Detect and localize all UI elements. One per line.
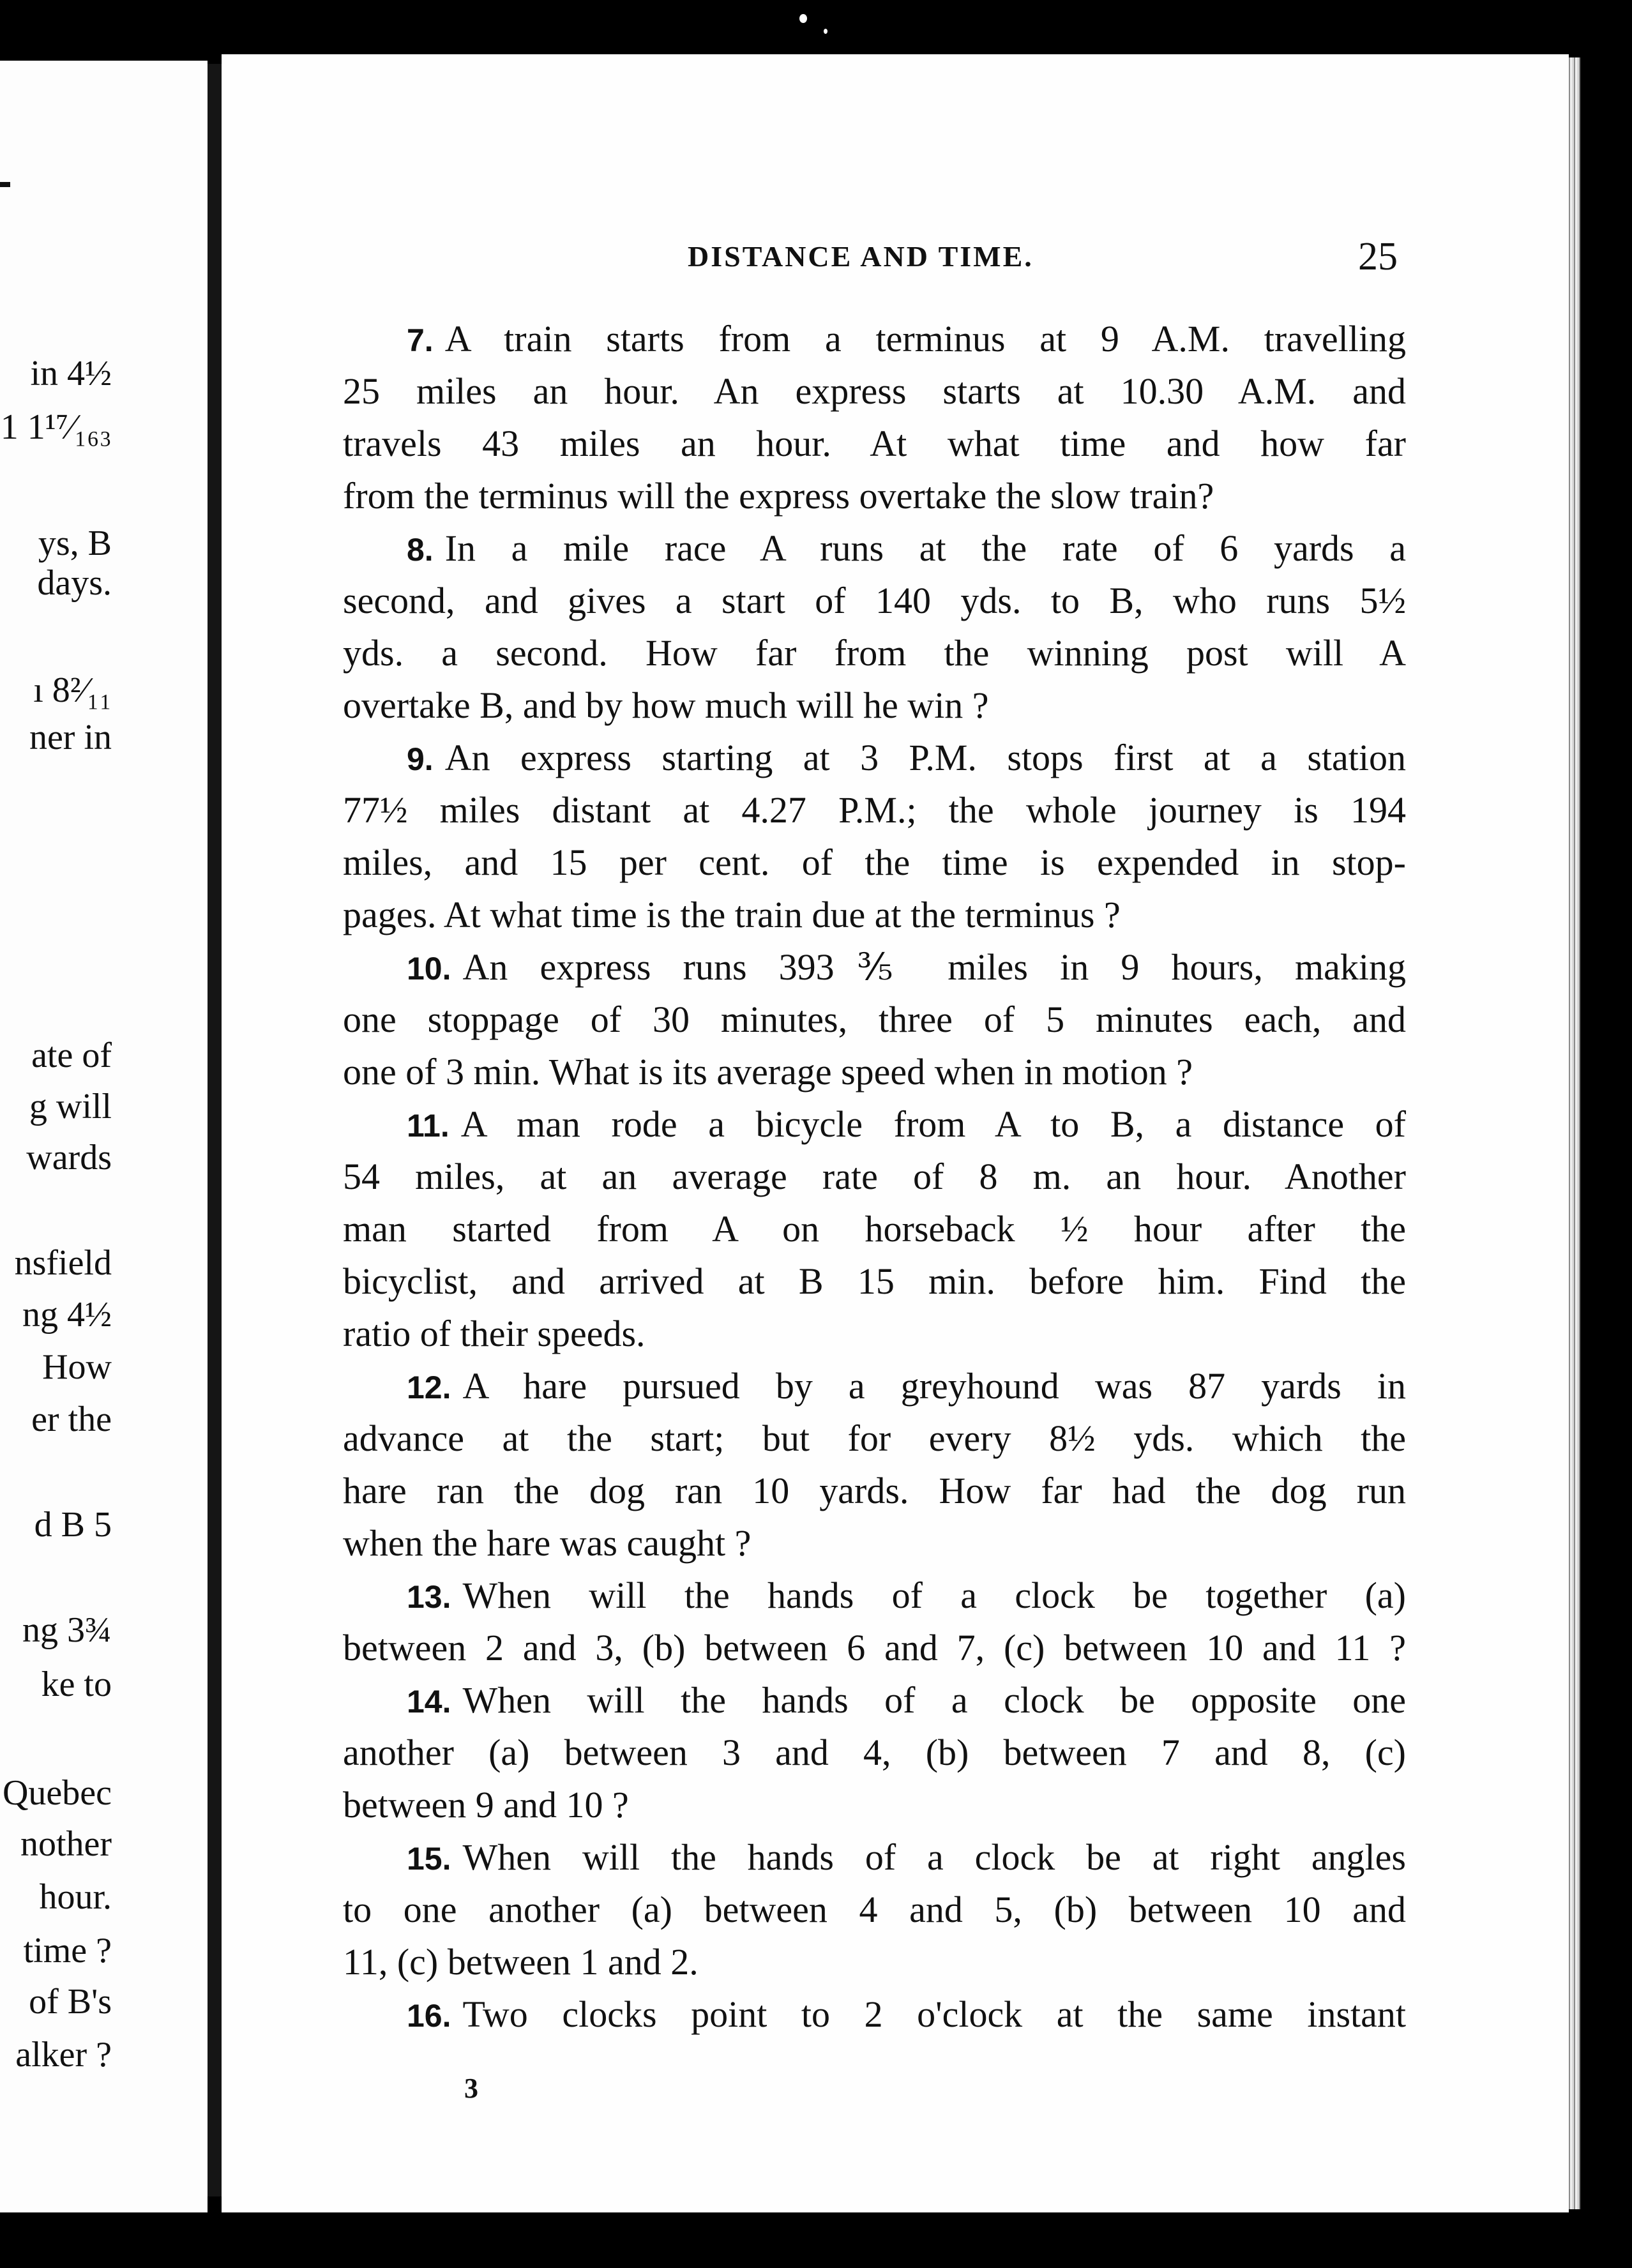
exercise-first-line: [343, 522, 1406, 575]
exercise-line: [343, 994, 1406, 1046]
exercise-number: 15.: [407, 1841, 451, 1877]
exercise-line: [343, 470, 1406, 522]
scan-speck: [799, 14, 807, 23]
previous-page-edge: [0, 61, 208, 2212]
exercise-line: [343, 575, 1406, 627]
left-fragment: ys, B: [38, 524, 112, 563]
left-fragment: ate of: [31, 1036, 112, 1075]
exercise-line-text: between 9 and 10 ?: [343, 1784, 629, 1826]
exercise-first-line: [343, 313, 1406, 365]
exercise-line-text: hare ran the dog ran 10 yards. How far had the dog run: [343, 1470, 1406, 1511]
exercise-line: [343, 1046, 1406, 1098]
exercise-line-text: pages. At what time is the train due at the terminus ?: [343, 894, 1121, 935]
exercise-number: 13.: [407, 1579, 451, 1615]
exercise-number: 9.: [407, 741, 434, 777]
exercise-line: [343, 1622, 1406, 1674]
exercise-line: [343, 365, 1406, 418]
left-fragment: How: [42, 1347, 112, 1387]
left-fragment: ng 3¾: [22, 1610, 112, 1650]
exercise-line: [343, 1412, 1406, 1465]
exercise-line-text: between 2 and 3, (b) between 6 and 7, (c) between 10 and 11 ?: [343, 1627, 1406, 1668]
exercise-first-line: [343, 941, 1406, 994]
exercise-line-text: yds. a second. How far from the winning post will A: [343, 632, 1406, 674]
book-gutter: [208, 64, 222, 2196]
left-fragment: d B 5: [34, 1505, 112, 1545]
exercise-line-text: bicyclist, and arrived at B 15 min. before him. Find the: [343, 1260, 1406, 1302]
exercise-line-text: travels 43 miles an hour. At what time and how far: [343, 423, 1406, 464]
left-fragment: in 4½: [30, 354, 112, 393]
left-fragment: of B's: [29, 1982, 112, 2022]
exercise-line: [343, 1779, 1406, 1831]
exercise-line: [343, 679, 1406, 732]
running-title: DISTANCE AND TIME.: [688, 240, 1034, 273]
exercise-first-line: [343, 1569, 1406, 1622]
exercise-number: 12.: [407, 1370, 451, 1405]
exercise-line-text: another (a) between 3 and 4, (b) between 7 and 8, (c): [343, 1732, 1406, 1773]
exercise-line-text: 54 miles, at an average rate of 8 m. an hour. Another: [343, 1156, 1406, 1197]
exercise-line: [343, 627, 1406, 679]
left-fragment: hour.: [39, 1877, 112, 1917]
exercise-first-line: [343, 1988, 1406, 2041]
exercise-line-text: from the terminus will the express overtake the slow train?: [343, 475, 1214, 517]
left-fragment: Quebec: [2, 1773, 112, 1813]
exercise-line: [343, 1255, 1406, 1308]
exercise-line-text: advance at the start; but for every 8½ yds. which the: [343, 1418, 1406, 1459]
page-mark: [0, 182, 10, 187]
signature-mark: 3: [464, 2073, 478, 2104]
exercise-line-text: An express runs 393⅗ miles in 9 hours, making: [462, 946, 1406, 988]
exercise-first-line: [343, 1674, 1406, 1727]
exercise-line: [343, 836, 1406, 889]
exercise-line-text: A hare pursued by a greyhound was 87 yards in: [462, 1365, 1406, 1407]
exercise-line-text: Two clocks point to 2 o'clock at the same instant: [462, 1993, 1406, 2035]
exercise-line-text: When will the hands of a clock be together (a): [462, 1575, 1406, 1616]
exercise-number: 14.: [407, 1684, 451, 1720]
exercise-text: [343, 313, 1406, 2041]
left-fragment: ı 8²⁄₁₁: [33, 670, 112, 710]
left-fragment: alker ?: [15, 2035, 112, 2075]
left-fragment: nsfield: [14, 1243, 112, 1283]
left-fragment: nother: [20, 1824, 112, 1864]
exercise-first-line: [343, 1098, 1406, 1151]
exercise-line-text: When will the hands of a clock be opposite one: [462, 1679, 1406, 1721]
left-fragment: ner in: [29, 718, 112, 757]
exercise-line: [343, 784, 1406, 836]
exercise-line-text: to one another (a) between 4 and 5, (b) between 10 and: [343, 1889, 1406, 1930]
left-fragment: er the: [31, 1400, 112, 1439]
exercise-number: 10.: [407, 951, 451, 987]
exercise-line: [343, 1203, 1406, 1255]
page-number: 25: [1358, 235, 1398, 278]
left-fragment: 1 1¹⁷⁄₁₆₃: [0, 407, 112, 447]
left-fragment: time ?: [23, 1931, 112, 1970]
exercise-line: [343, 1884, 1406, 1936]
exercise-line: [343, 889, 1406, 941]
exercise-first-line: [343, 1360, 1406, 1412]
exercise-line-text: A train starts from a terminus at 9 A.M. travelling: [444, 318, 1406, 359]
exercise-line-text: 25 miles an hour. An express starts at 10.30 A.M. and: [343, 370, 1406, 412]
left-fragment: ng 4½: [22, 1295, 112, 1334]
exercise-line: [343, 1151, 1406, 1203]
left-fragment: days.: [37, 563, 112, 603]
left-fragment: wards: [26, 1138, 112, 1177]
exercise-line: [343, 1308, 1406, 1360]
exercise-line-text: An express starting at 3 P.M. stops first at a station: [444, 737, 1406, 778]
exercise-line-text: one stoppage of 30 minutes, three of 5 minutes each, and: [343, 999, 1406, 1040]
exercise-line-text: 11, (c) between 1 and 2.: [343, 1941, 699, 1983]
exercise-line-text: one of 3 min. What is its average speed when in motion ?: [343, 1051, 1193, 1092]
exercise-line-text: second, and gives a start of 140 yds. to B, who runs 5½: [343, 580, 1406, 621]
exercise-number: 11.: [407, 1108, 450, 1144]
exercise-line-text: In a mile race A runs at the rate of 6 yards a: [444, 527, 1406, 569]
exercise-first-line: [343, 1831, 1406, 1884]
exercise-line-text: when the hare was caught ?: [343, 1522, 752, 1564]
exercise-line: [343, 1465, 1406, 1517]
scan-speck: [824, 29, 827, 34]
left-fragment: g will: [29, 1087, 112, 1126]
exercise-line: [343, 1936, 1406, 1988]
exercise-line-text: 77½ miles distant at 4.27 P.M.; the whole journey is 194: [343, 789, 1406, 831]
exercise-line-text: When will the hands of a clock be at right angles: [462, 1836, 1406, 1878]
exercise-line: [343, 1727, 1406, 1779]
exercise-line: [343, 1517, 1406, 1569]
book-page: [222, 54, 1569, 2212]
exercise-line-text: man started from A on horseback ½ hour after the: [343, 1208, 1406, 1250]
exercise-line-text: ratio of their speeds.: [343, 1313, 646, 1354]
exercise-line: [343, 418, 1406, 470]
left-fragment: ke to: [41, 1665, 112, 1704]
exercise-number: 16.: [407, 1998, 451, 2034]
exercise-line-text: A man rode a bicycle from A to B, a distance of: [460, 1103, 1406, 1145]
exercise-line-text: overtake B, and by how much will he win ?: [343, 684, 989, 726]
exercise-line-text: miles, and 15 per cent. of the time is expended in stop-: [343, 842, 1406, 883]
exercise-first-line: [343, 732, 1406, 784]
exercise-number: 8.: [407, 532, 434, 568]
exercise-number: 7.: [407, 322, 434, 358]
